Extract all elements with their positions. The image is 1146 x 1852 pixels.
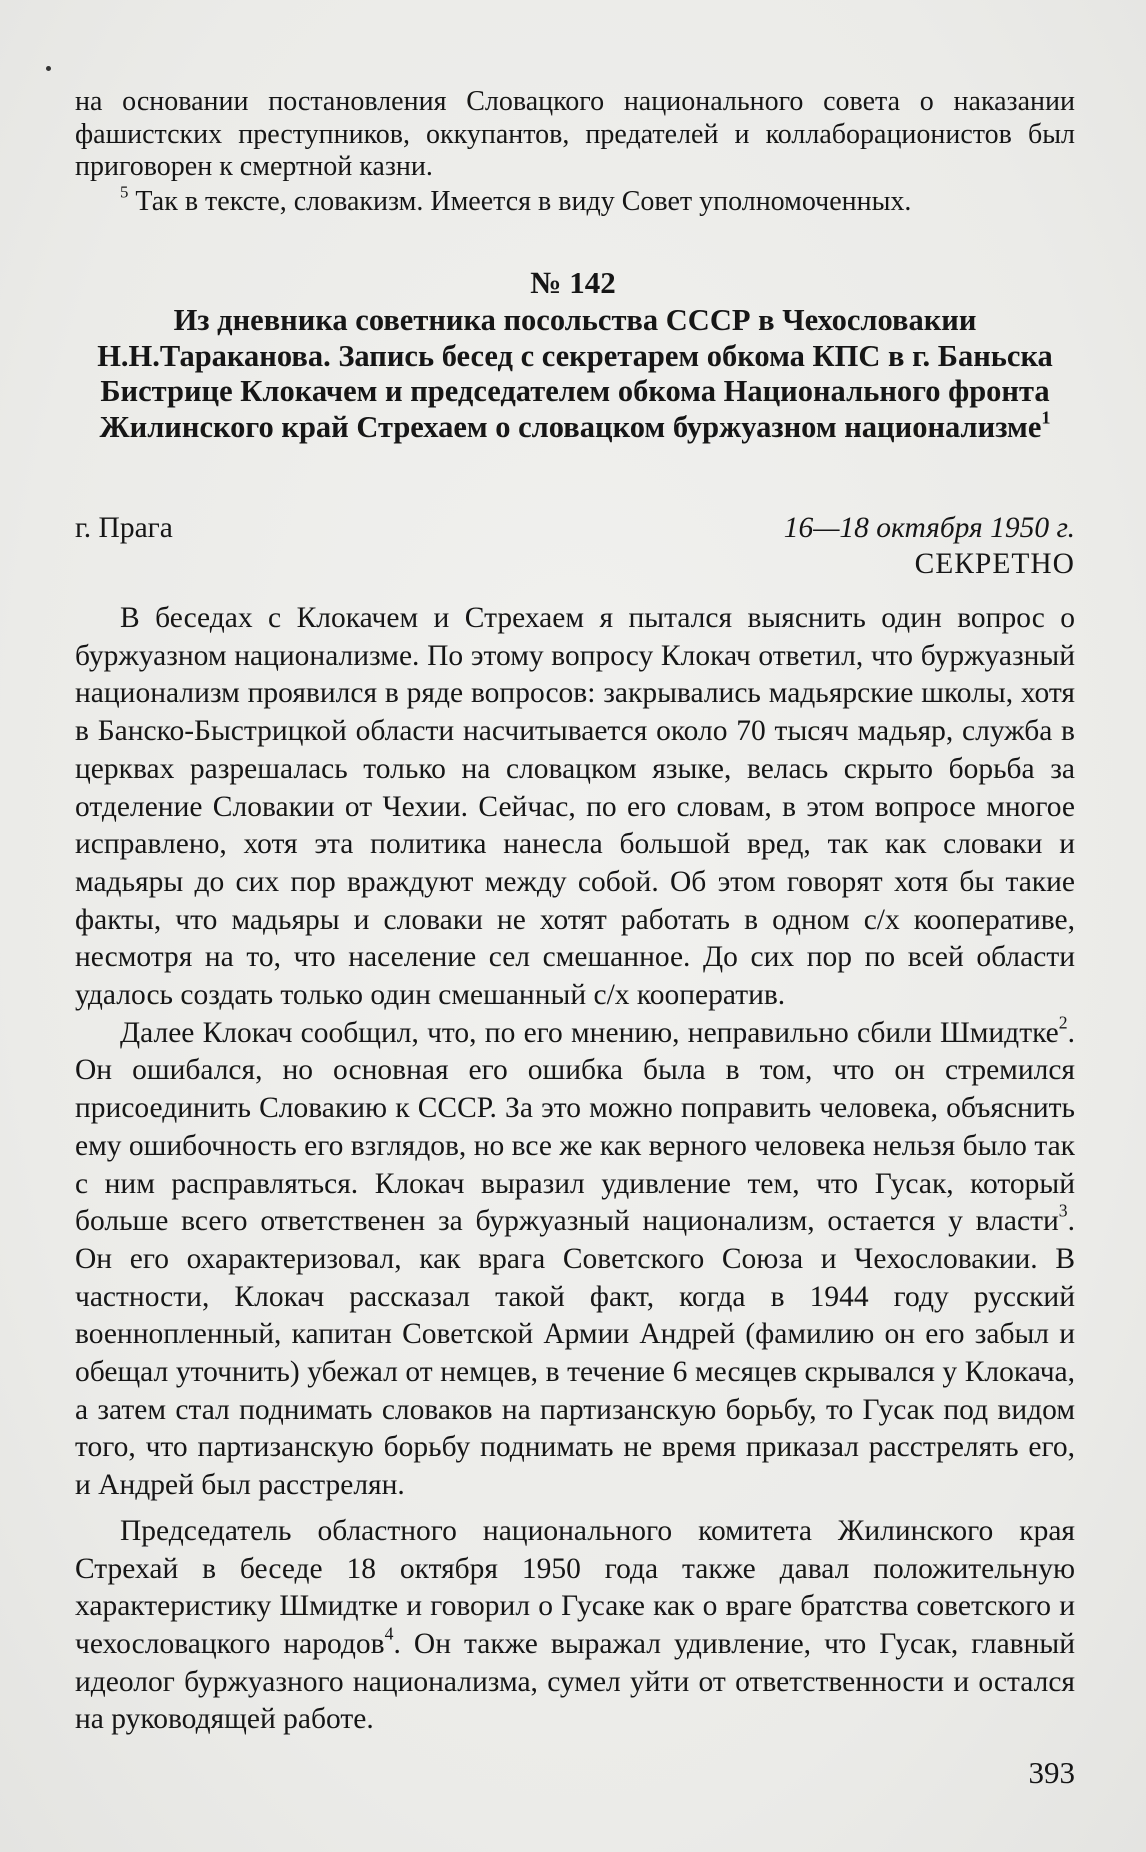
classification-stamp: СЕКРЕТНО — [914, 548, 1075, 580]
document-date: 16—18 октября 1950 г. — [783, 512, 1075, 544]
footnote-marker-4: 4 — [384, 1623, 394, 1644]
paragraph-2 — [75, 1012, 1075, 1505]
paragraph-1 — [75, 600, 1075, 1015]
paragraph-1-text: В беседах с Клокачем и Стрехаем я пытался выяснить один вопрос о буржуазном национализме. По этому вопросу Клокач ответил, что буржуазный национализм проявился в ряде вопросов: закрывались мадьярские школы, хотя в Банско-Быстрицкой области насчитывается около 70 тысяч мадьяр, служба в церквах разрешалась только на словацком языке, велась скрыто борьба за отделение Словакии от Чехии. Сейчас, по его словам, в этом вопросе многое исправлено, хотя эта политика нанесла большой вред, так как словаки и мадьяры до сих пор враждуют между собой. Об этом говорят хотя бы такие факты, что мадьяры и словаки не хотят работать в одном с/х кооперативе, несмотря на то, что население сел смешанное. До сих пор по всей области удалось создать только один смешанный с/х кооператив. — [75, 602, 1075, 1012]
document-title — [95, 303, 1055, 445]
page-number: 393 — [1028, 1755, 1075, 1790]
paragraph-3-text-b: . Он также выражал удивление, что Гусак, главный идеолог буржуазного национализма, сумел уйти от ответственности и остался на руководящей работе. — [75, 1627, 1075, 1736]
document-title-text: Из дневника советника посольства СССР в Чехословакии Н.Н.Тараканова. Запись бесед с секретарем обкома КПС в г. Баньска Бистрице Клокачем и председателем обкома Национального фронта Жилинского край Стрехаем о словацком буржуазном национализме — [97, 303, 1053, 444]
footnote-marker-3: 3 — [1058, 1200, 1068, 1221]
continued-footnote-text: на основании постановления Словацкого национального совета о наказании фашистских преступников, оккупантов, предателей и коллаборационистов был приговорен к смертной казни. — [75, 86, 1075, 182]
paragraph-2-text-c: . Он его охарактеризовал, как врага Советского Союза и Чехословакии. В частности, Клокач рассказал такой факт, когда в 1944 году русский военнопленный, капитан Советской Армии Андрей (фамилию он его забыл и обещал уточнить) убежал от немцев, в течение 6 месяцев скрывался у Клокача, а затем стал поднимать словаков на партизанскую борьбу, то Гусак под видом того, что партизанскую борьбу поднимать не время приказал расстрелять его, и Андрей был расстрелян. — [75, 1205, 1075, 1502]
footnote-marker-2: 2 — [1058, 1012, 1068, 1033]
document-number: № 142 — [530, 265, 616, 300]
paragraph-2-text-b: . Он ошибался, но основная его ошибка была в том, что он стремился присоединить Словакию к СССР. За это можно поправить человека, объяснить ему ошибочность его взглядов, но все же как верного человека нельзя было так с ним расправляться. Клокач выразил удивление тем, что Гусак, который больше всего ответственен за буржуазный национализм, остается у власти — [75, 1016, 1075, 1238]
paragraph-2-text-a: Далее Клокач сообщил, что, по его мнению, неправильно сбили Шмидтке — [120, 1016, 1059, 1049]
document-place: г. Прага — [75, 512, 173, 544]
paragraph-3-text-a: Председатель областного национального комитета Жилинского края Стрехай в беседе 18 октября 1950 года также давал положительную характеристику Шмидтке и говорил о Гусаке как о враге братства советского и чехословацкого народов — [75, 1514, 1075, 1660]
page-speck — [46, 66, 51, 71]
footnote-5 — [75, 181, 1075, 218]
footnote-continuation-block — [75, 86, 1075, 218]
footnote-5-text: Так в тексте, словакизм. Имеется в виду Совет уполномоченных. — [128, 185, 912, 217]
paragraph-3 — [75, 1513, 1075, 1739]
footnote-5-marker: 5 — [120, 181, 129, 201]
title-footnote-marker: 1 — [1041, 406, 1051, 427]
document-body — [75, 600, 1075, 1739]
